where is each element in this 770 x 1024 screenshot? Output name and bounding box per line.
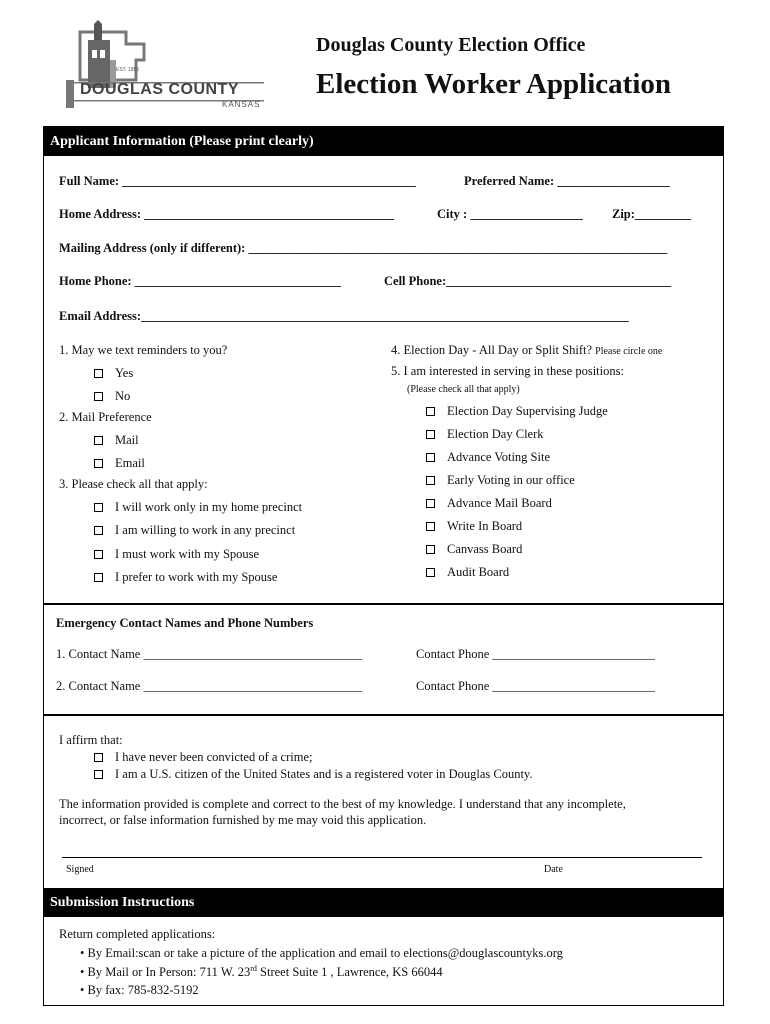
office-name: Douglas County Election Office xyxy=(316,34,586,56)
q2-email-option[interactable]: Email xyxy=(94,456,145,471)
emergency-heading: Emergency Contact Names and Phone Numbers xyxy=(56,616,314,630)
checkbox[interactable] xyxy=(426,476,435,485)
city-field[interactable]: City : __________________ xyxy=(437,207,583,221)
q4-note: Please circle one xyxy=(595,346,663,357)
home-phone-field[interactable]: Home Phone: _________________________________ xyxy=(59,274,341,288)
date-label: Date xyxy=(544,864,563,875)
submission-mail: • By Mail or In Person: 711 W. 23rd Street Suite 1 , Lawrence, KS 66044 xyxy=(80,964,443,980)
checkbox[interactable] xyxy=(426,499,435,508)
preferred-name-field[interactable]: Preferred Name: __________________ xyxy=(464,174,670,188)
section-divider xyxy=(43,603,724,605)
position-option[interactable]: Election Day Supervising Judge xyxy=(426,404,608,419)
logo-state: KANSAS xyxy=(222,100,261,109)
checkbox[interactable] xyxy=(94,503,103,512)
home-address-field[interactable]: Home Address: ________________________________________ xyxy=(59,207,395,221)
position-option[interactable]: Early Voting in our office xyxy=(426,473,575,488)
checkbox[interactable] xyxy=(94,369,103,378)
submission-intro: Return completed applications: xyxy=(59,927,216,941)
section-divider xyxy=(43,714,724,716)
q3-option[interactable]: I must work with my Spouse xyxy=(94,547,259,562)
q1-label: 1. May we text reminders to you? xyxy=(59,343,228,357)
checkbox[interactable] xyxy=(94,753,103,762)
zip-field[interactable]: Zip:_________ xyxy=(612,207,692,221)
checkbox[interactable] xyxy=(426,568,435,577)
checkbox[interactable] xyxy=(94,459,103,468)
contact1-phone-field[interactable]: Contact Phone __________________________ xyxy=(416,647,655,661)
logo-est: EST. 1855 xyxy=(116,67,140,73)
submission-heading: Submission Instructions xyxy=(43,888,724,917)
q2-label: 2. Mail Preference xyxy=(59,410,152,424)
position-option[interactable]: Election Day Clerk xyxy=(426,427,544,442)
form-frame xyxy=(43,126,724,1006)
email-field[interactable]: Email Address:______________________________________________________________________________ xyxy=(59,309,629,323)
position-option[interactable]: Write In Board xyxy=(426,519,522,534)
checkbox[interactable] xyxy=(94,436,103,445)
q3-label: 3. Please check all that apply: xyxy=(59,477,208,491)
q2-mail-option[interactable]: Mail xyxy=(94,433,139,448)
checkbox[interactable] xyxy=(94,573,103,582)
applicant-heading: Applicant Information (Please print clearly) xyxy=(43,127,724,156)
q3-option[interactable]: I prefer to work with my Spouse xyxy=(94,570,277,585)
checkbox[interactable] xyxy=(94,550,103,559)
contact2-name-field[interactable]: 2. Contact Name ___________________________________ xyxy=(56,679,363,693)
submission-email: • By Email:scan or take a picture of the application and email to elections@douglascountyks.org xyxy=(80,946,563,960)
affirm-statement: The information provided is complete and correct to the best of my knowledge. I understand that any incomplete, xyxy=(59,797,626,811)
checkbox[interactable] xyxy=(426,545,435,554)
cell-phone-field[interactable]: Cell Phone:____________________________________ xyxy=(384,274,672,288)
position-option[interactable]: Canvass Board xyxy=(426,542,522,557)
q5-label: 5. I am interested in serving in these positions: xyxy=(391,364,624,378)
position-option[interactable]: Advance Voting Site xyxy=(426,450,550,465)
mailing-address-field[interactable]: Mailing Address (only if different): ___________________________________________________________________ xyxy=(59,241,668,255)
checkbox[interactable] xyxy=(94,770,103,779)
submission-fax: • By fax: 785-832-5192 xyxy=(80,983,199,997)
checkbox[interactable] xyxy=(94,392,103,401)
contact1-name-field[interactable]: 1. Contact Name ___________________________________ xyxy=(56,647,363,661)
checkbox[interactable] xyxy=(426,407,435,416)
q4-label: 4. Election Day - All Day or Split Shift? Please circle one xyxy=(391,343,663,357)
position-option[interactable]: Audit Board xyxy=(426,565,509,580)
affirm-item[interactable]: I have never been convicted of a crime; xyxy=(94,750,312,765)
q3-option[interactable]: I will work only in my home precinct xyxy=(94,500,302,515)
signed-label: Signed xyxy=(66,864,94,875)
checkbox[interactable] xyxy=(426,453,435,462)
full-name-field[interactable]: Full Name: _______________________________________________ xyxy=(59,174,416,188)
contact2-phone-field[interactable]: Contact Phone __________________________ xyxy=(416,679,655,693)
checkbox[interactable] xyxy=(426,522,435,531)
checkbox[interactable] xyxy=(94,526,103,535)
q1-yes-option[interactable]: Yes xyxy=(94,366,133,381)
logo-name: DOUGLAS COUNTY xyxy=(80,81,239,98)
position-option[interactable]: Advance Mail Board xyxy=(426,496,552,511)
checkbox[interactable] xyxy=(426,430,435,439)
q5-note: (Please check all that apply) xyxy=(407,384,520,395)
q1-no-option[interactable]: No xyxy=(94,389,130,404)
q3-option[interactable]: I am willing to work in any precinct xyxy=(94,523,295,538)
affirm-statement: incorrect, or false information furnished by me may void this application. xyxy=(59,813,427,827)
affirm-intro: I affirm that: xyxy=(59,733,123,747)
signature-line[interactable] xyxy=(62,857,702,858)
affirm-item[interactable]: I am a U.S. citizen of the United States and is a registered voter in Douglas County. xyxy=(94,767,533,782)
page-title: Election Worker Application xyxy=(316,68,672,100)
